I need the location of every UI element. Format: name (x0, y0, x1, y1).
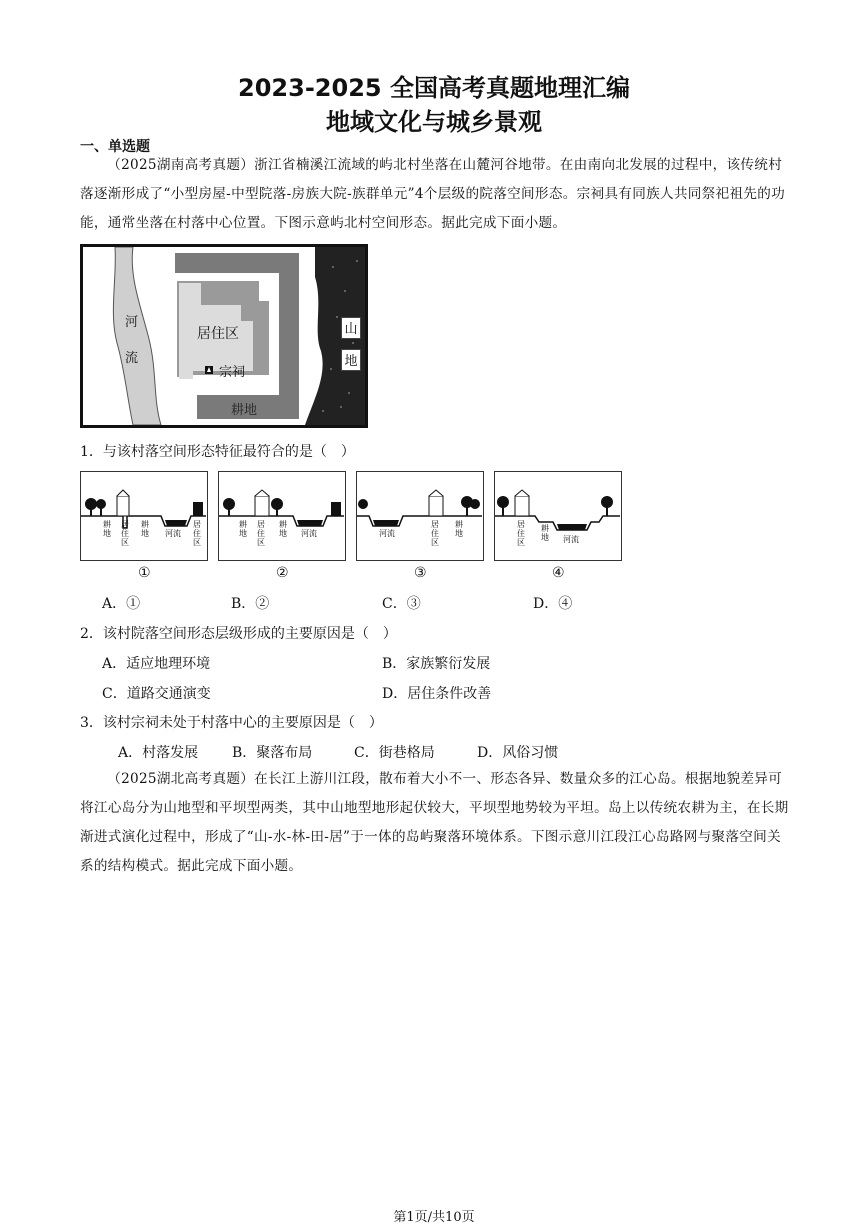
passage-hunan: （2025湖南高考真题）浙江省楠溪江流域的屿北村坐落在山麓河谷地带。在由南向北发展的过程中，该传统村落逐渐形成了“小型房屋-中型院落-房族大院-族群单元”4个层级的院落空间形态。宗祠具有同族人共同祭祀祖先的功能，通常坐落在村落中心位置。下图示意屿北村空间形态。据此完成下面小题。 (80, 157, 786, 231)
fig3-label-2: 居住区 (431, 520, 439, 547)
doc-title-line2: 地域文化与城乡景观 (326, 108, 542, 136)
fig1-number: ① (138, 565, 151, 581)
section-heading: 一、单选题 (80, 139, 150, 155)
q2-option-b[interactable]: B．家族繁衍发展 (382, 656, 491, 672)
q2-stem: 2．该村院落空间形态层级形成的主要原因是（ ） (80, 626, 397, 642)
map-label-river-1: 河 (125, 315, 139, 330)
fig2-number: ② (276, 565, 289, 581)
map-label-shrine: 宗祠 (219, 365, 246, 380)
q3-option-d[interactable]: D．风俗习惯 (477, 745, 559, 761)
doc-title-line1: 2023-2025 全国高考真题地理汇编 (238, 74, 630, 102)
passage-hubei: （2025湖北高考真题）在长江上游川江段，散布着大小不一、形态各异、数量众多的江心岛。根据地貌差异可将江心岛分为山地型和平坝型两类，其中山地型地形起伏较大，平坝型地势较为平坦。岛上以传统农耕为主，在长期渐进式演化过程中，形成了“山-水-林-田-居”于一体的岛屿聚落环境体系。下图示意川江段江心岛路网与聚落空间关系的结构模式。据此完成下面小题。 (80, 771, 789, 874)
q3-option-b[interactable]: B．聚落布局 (232, 745, 313, 761)
q2-option-c[interactable]: C．道路交通演变 (102, 686, 211, 702)
map-label-river-2: 流 (125, 351, 139, 366)
q1-figure-3 (356, 471, 484, 561)
q1-stem: 1．与该村落空间形态特征最符合的是（ ） (80, 444, 355, 460)
map-label-farmland: 耕地 (231, 403, 258, 418)
q1-option-a[interactable]: A．① (102, 596, 141, 612)
q2-option-a[interactable]: A．适应地理环境 (102, 656, 211, 672)
fig2-label-4: 河流 (301, 529, 317, 538)
map-label-residential: 居住区 (197, 326, 239, 342)
fig2-label-3: 耕地 (279, 520, 287, 538)
fig4-label-1: 居住区 (517, 520, 525, 547)
fig1-label-4: 河流 (165, 529, 181, 538)
fig1-label-2: 居住区 (121, 520, 129, 547)
fig1-label-1: 耕地 (103, 520, 111, 538)
q3-stem: 3．该村宗祠未处于村落中心的主要原因是（ ） (80, 715, 383, 731)
q1-option-d[interactable]: D．④ (533, 596, 573, 612)
fig1-label-3: 耕地 (141, 520, 149, 538)
q1-figure-4 (494, 471, 622, 561)
village-map-figure (80, 244, 368, 428)
fig4-label-2: 耕地 (541, 524, 549, 542)
q1-option-c[interactable]: C．③ (382, 596, 421, 612)
fig2-label-1: 耕地 (239, 520, 247, 538)
fig1-label-5: 居住区 (193, 520, 201, 547)
fig3-label-3: 耕地 (455, 520, 463, 538)
page-footer: 第1页/共10页 (393, 1210, 475, 1225)
fig4-label-3: 河流 (563, 535, 579, 544)
river-area (113, 247, 161, 425)
q1-option-b[interactable]: B．② (231, 596, 270, 612)
fig2-label-2: 居住区 (257, 520, 265, 547)
map-label-mountain-1: 山 (341, 317, 361, 339)
fig3-number: ③ (414, 565, 427, 581)
q3-option-c[interactable]: C．街巷格局 (354, 745, 435, 761)
q3-option-a[interactable]: A．村落发展 (118, 745, 199, 761)
fig4-number: ④ (552, 565, 565, 581)
q1-figure-2 (218, 471, 346, 561)
q2-option-d[interactable]: D．居住条件改善 (382, 686, 492, 702)
map-label-mountain-2: 地 (341, 349, 361, 371)
q1-figure-1 (80, 471, 208, 561)
fig3-label-1: 河流 (379, 529, 395, 538)
